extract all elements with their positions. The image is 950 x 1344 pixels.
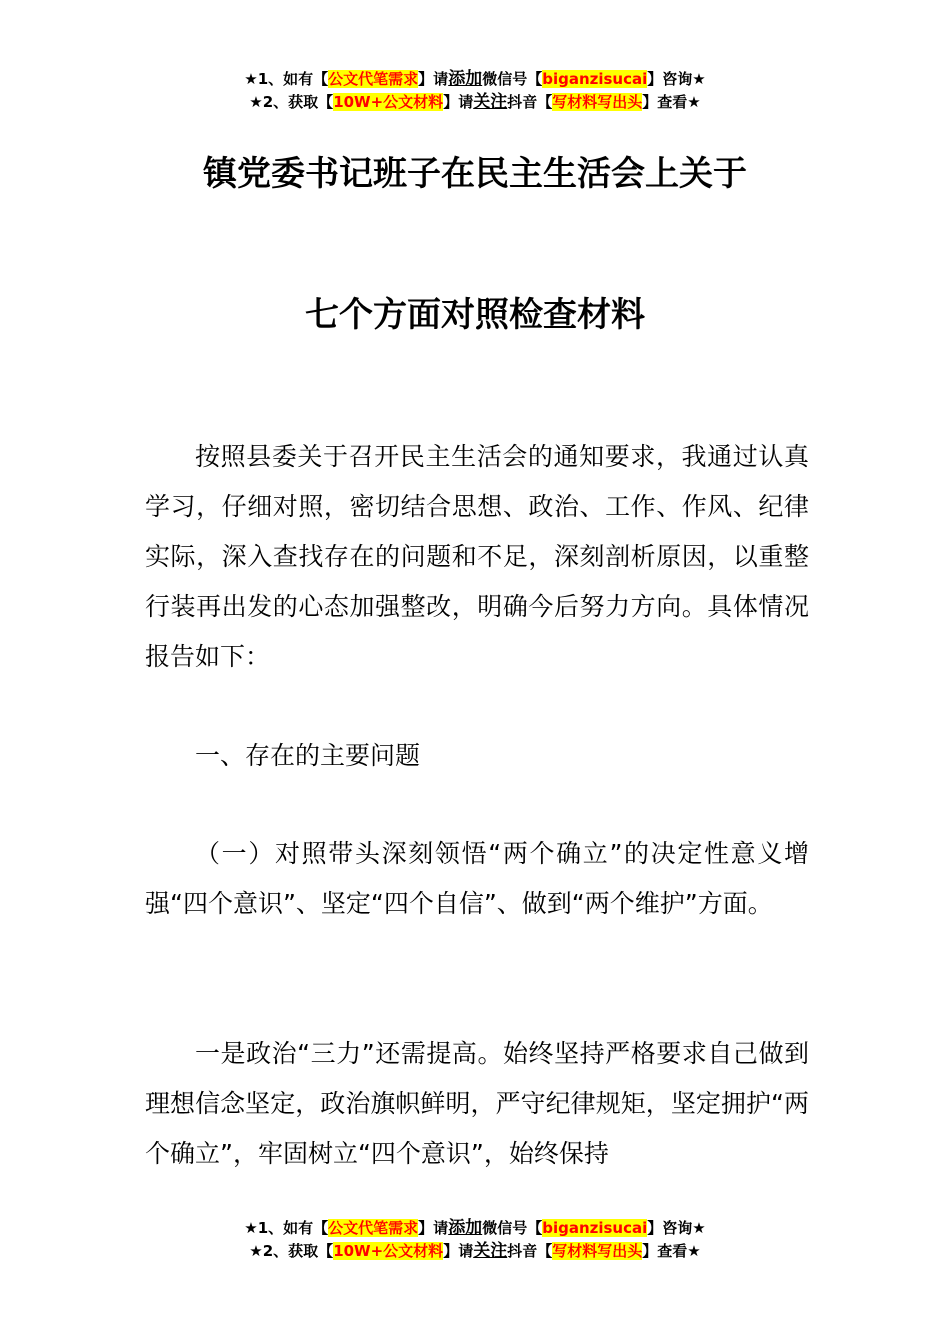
promo-line-1 bbox=[0, 68, 950, 91]
promo-highlight: 公文代笔需求 bbox=[328, 1219, 419, 1237]
promo-highlight: 写材料写出头 bbox=[552, 1242, 643, 1260]
promo-line-1 bbox=[0, 1217, 950, 1240]
promo-text: ★2、获取【 bbox=[249, 1242, 334, 1260]
promo-text: 】咨询★ bbox=[647, 70, 706, 88]
promo-text: ★2、获取【 bbox=[249, 93, 334, 111]
promo-text: 微信号【 bbox=[482, 70, 543, 88]
promo-text: ★1、如有【 bbox=[244, 70, 329, 88]
promo-text: 微信号【 bbox=[482, 1219, 543, 1237]
promo-text: 】请 bbox=[443, 1242, 474, 1260]
promo-text: 】查看★ bbox=[642, 93, 701, 111]
promo-text: ★1、如有【 bbox=[244, 1219, 329, 1237]
promo-line-2 bbox=[0, 1240, 950, 1263]
promo-underline: 关注 bbox=[473, 1241, 508, 1261]
promo-text: 抖音【 bbox=[507, 1242, 553, 1260]
promo-highlight: 公文代笔需求 bbox=[328, 70, 419, 88]
top-promo-banner bbox=[0, 68, 950, 114]
promo-text: 】查看★ bbox=[642, 1242, 701, 1260]
promo-highlight: 10W+公文材料 bbox=[333, 1242, 444, 1260]
promo-text: 】请 bbox=[418, 70, 449, 88]
promo-highlight: 10W+公文材料 bbox=[333, 93, 444, 111]
promo-underline: 添加 bbox=[448, 1218, 483, 1238]
promo-highlight: 写材料写出头 bbox=[552, 93, 643, 111]
subsection-heading: （一）对照带头深刻领悟“两个确立”的决定性意义增强“四个意识”、坚定“四个自信”、做到“两个维护”方面。 bbox=[145, 839, 809, 918]
promo-underline: 关注 bbox=[473, 92, 508, 112]
intro-paragraph: 按照县委关于召开民主生活会的通知要求，我通过认真学习，仔细对照，密切结合思想、政治、工作、作风、纪律实际，深入查找存在的问题和不足，深刻剖析原因，以重整行装再出发的心态加强整改，明确今后努力方向。具体情况报告如下： bbox=[145, 442, 809, 671]
promo-text: 抖音【 bbox=[507, 93, 553, 111]
document-title-line-2: 七个方面对照检查材料 bbox=[305, 295, 645, 335]
promo-text: 】请 bbox=[418, 1219, 449, 1237]
body-paragraph: 一是政治“三力”还需提高。始终坚持严格要求自己做到理想信念坚定，政治旗帜鲜明，严守纪律规矩，坚定拥护“两个确立”，牢固树立“四个意识”，始终保持 bbox=[145, 1039, 809, 1168]
promo-text: 】咨询★ bbox=[647, 1219, 706, 1237]
promo-underline: 添加 bbox=[448, 69, 483, 89]
document-title-line-1: 镇党委书记班子在民主生活会上关于 bbox=[203, 154, 747, 194]
promo-highlight: biganzisucai bbox=[542, 70, 648, 88]
section-heading: 一、存在的主要问题 bbox=[195, 741, 421, 770]
bottom-promo-banner bbox=[0, 1217, 950, 1263]
promo-text: 】请 bbox=[443, 93, 474, 111]
promo-highlight: biganzisucai bbox=[542, 1219, 648, 1237]
promo-line-2 bbox=[0, 91, 950, 114]
